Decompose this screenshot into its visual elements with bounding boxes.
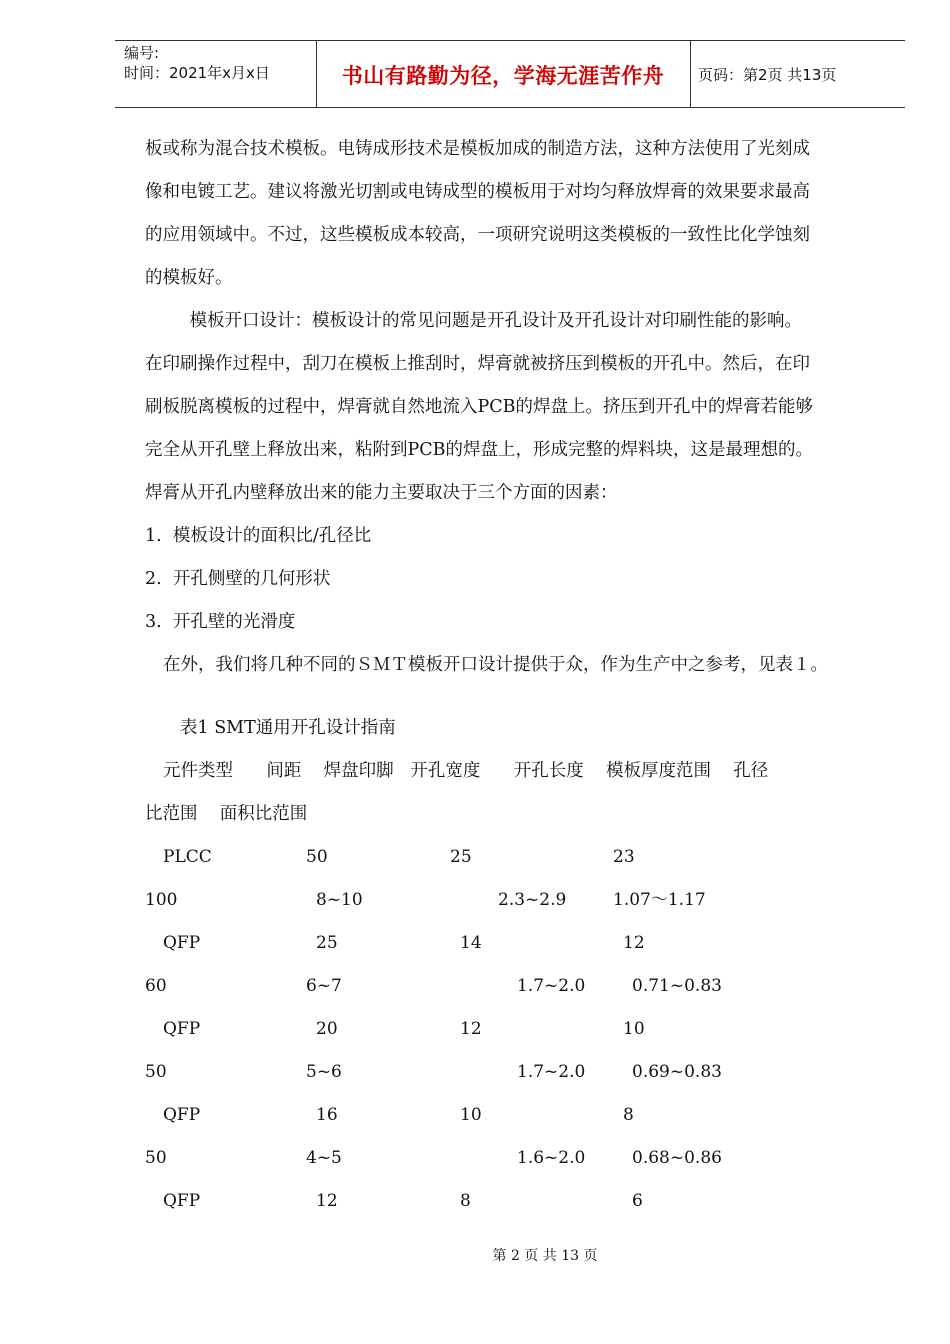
cell-type: QFP <box>163 1105 201 1125</box>
paragraph-line: 完全从开孔壁上释放出来，粘附到PCB的焊盘上，形成完整的焊料块，这是最理想的。 <box>145 440 814 460</box>
doc-time-label: 时间：2021年x月x日 <box>124 64 270 82</box>
cell-pitch: 25 <box>316 933 338 953</box>
cell-area: 0.71~0.83 <box>632 976 722 996</box>
cell-pitch: 16 <box>316 1105 338 1125</box>
cell-pad: 10 <box>460 1105 482 1125</box>
table-header-line-1: 元件类型 间距 焊盘印脚 开孔宽度 开孔长度 模板厚度范围 孔径 <box>163 761 769 781</box>
closing-sentence: 在外，我们将几种不同的ＳＭＴ模板开口设计提供于众，作为生产中之参考，见表１。 <box>163 655 828 675</box>
paragraph-line: 的应用领域中。不过，这些模板成本较高，一项研究说明这类模板的一致性比化学蚀刻 <box>145 225 810 245</box>
paragraph-line: 模板开口设计：模板设计的常见问题是开孔设计及开孔设计对印刷性能的影响。 <box>145 311 802 331</box>
cell-type: PLCC <box>163 847 212 867</box>
cell-thickness: 6~7 <box>306 976 342 996</box>
cell-pitch: 50 <box>306 847 328 867</box>
cell-thickness: 4~5 <box>306 1148 342 1168</box>
cell-thickness: 8~10 <box>316 890 363 910</box>
cell-aspect: 2.3~2.9 <box>498 890 567 910</box>
paragraph-line: 的模板好。 <box>145 268 233 288</box>
paragraph-line: 刷板脱离模板的过程中，焊膏就自然地流入PCB的焊盘上。挤压到开孔中的焊膏若能够 <box>145 397 814 417</box>
paragraph-line: 板或称为混合技术模板。电铸成形技术是模板加成的制造方法，这种方法使用了光刻成 <box>145 139 810 159</box>
cell-length: 50 <box>145 1148 167 1168</box>
paragraph-line: 在印刷操作过程中，刮刀在模板上推刮时，焊膏就被挤压到模板的开孔中。然后，在印 <box>145 354 810 374</box>
table-title: 表1 SMT通用开孔设计指南 <box>180 718 396 738</box>
header-bottom-rule <box>115 107 905 108</box>
list-item: 2. 开孔侧壁的几何形状 <box>145 569 331 589</box>
cell-aspect: 1.6~2.0 <box>517 1148 586 1168</box>
cell-width: 23 <box>613 847 635 867</box>
cell-area: 0.69~0.83 <box>632 1062 722 1082</box>
cell-aspect: 1.7~2.0 <box>517 1062 586 1082</box>
header-meta <box>124 43 270 83</box>
header-page-info: 页码：第2页 共13页 <box>698 66 837 84</box>
header-motto: 书山有路勤为径，学海无涯苦作舟 <box>341 64 665 88</box>
cell-length: 50 <box>145 1062 167 1082</box>
cell-aspect: 1.7~2.0 <box>517 976 586 996</box>
cell-width: 6 <box>632 1191 643 1211</box>
cell-width: 12 <box>623 933 645 953</box>
header-divider-right <box>690 40 691 107</box>
cell-thickness: 5~6 <box>306 1062 342 1082</box>
cell-type: QFP <box>163 1191 201 1211</box>
cell-type: QFP <box>163 933 201 953</box>
cell-width: 8 <box>623 1105 634 1125</box>
cell-length: 60 <box>145 976 167 996</box>
cell-type: QFP <box>163 1019 201 1039</box>
paragraph-line: 像和电镀工艺。建议将激光切割或电铸成型的模板用于对均匀释放焊膏的效果要求最高 <box>145 182 810 202</box>
cell-width: 10 <box>623 1019 645 1039</box>
list-item: 1. 模板设计的面积比/孔径比 <box>145 526 372 546</box>
cell-pitch: 12 <box>316 1191 338 1211</box>
list-item: 3. 开孔壁的光滑度 <box>145 612 296 632</box>
cell-pad: 12 <box>460 1019 482 1039</box>
table-header-line-2: 比范围 面积比范围 <box>145 804 308 824</box>
doc-number-label: 编号: <box>124 44 160 62</box>
cell-area: 1.07～1.17 <box>613 890 706 910</box>
cell-pitch: 20 <box>316 1019 338 1039</box>
cell-length: 100 <box>145 890 178 910</box>
header-top-rule <box>115 40 905 41</box>
cell-area: 0.68~0.86 <box>632 1148 722 1168</box>
cell-pad: 14 <box>460 933 482 953</box>
paragraph-line: 焊膏从开孔内壁释放出来的能力主要取决于三个方面的因素： <box>145 483 618 503</box>
cell-pad: 8 <box>460 1191 471 1211</box>
page-footer: 第 2 页 共 13 页 <box>492 1248 598 1264</box>
cell-pad: 25 <box>450 847 472 867</box>
